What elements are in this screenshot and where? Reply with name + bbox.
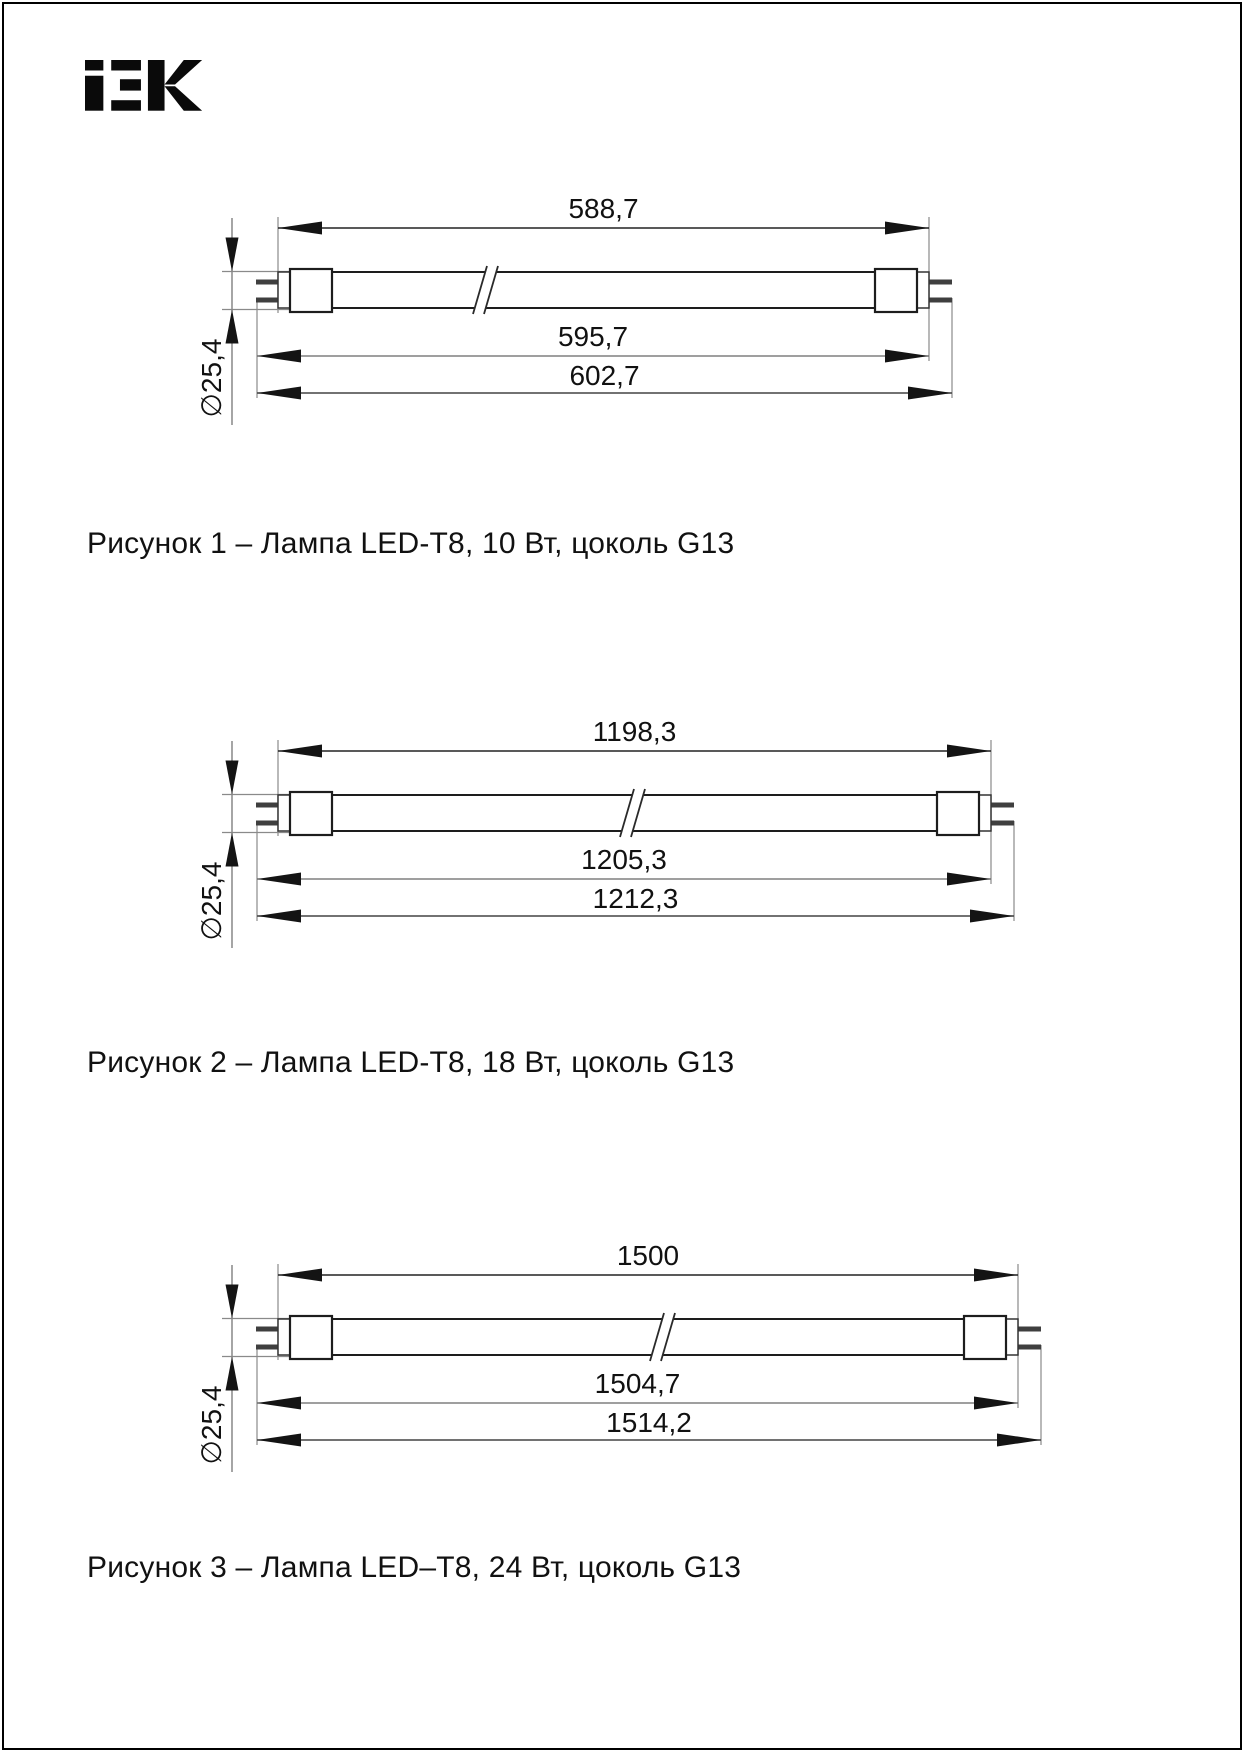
arrowhead-c-right <box>908 387 952 400</box>
break-mark <box>473 266 487 314</box>
arrowhead-c-left <box>257 910 301 923</box>
lamp-pin <box>928 280 952 285</box>
arrowhead-dia-top <box>226 1285 239 1319</box>
logo-i-stem <box>85 76 103 111</box>
lamp-pin <box>256 280 279 285</box>
lamp-cap-left <box>290 1316 332 1359</box>
lamp-pin <box>990 803 1014 808</box>
lamp-pin <box>256 803 279 808</box>
lamp-pin <box>256 821 279 826</box>
lamp-cap-end-left <box>278 1319 290 1355</box>
dim-b-label: 1504,7 <box>594 1368 681 1399</box>
logo-e-bottom-bar <box>111 100 141 110</box>
lamp-cap-end-right <box>917 272 929 308</box>
diameter-label: ∅25,4 <box>196 338 227 418</box>
diameter-label: ∅25,4 <box>196 1385 227 1465</box>
figure-1-drawing <box>0 190 1244 435</box>
arrowhead-b-right <box>885 350 929 363</box>
iek-logo-glyphs <box>85 60 202 111</box>
logo-e-top-bar <box>111 60 141 70</box>
arrowhead-b-left <box>257 873 301 886</box>
arrowhead-dia-bottom <box>226 833 239 867</box>
arrowhead-a-right <box>947 745 991 758</box>
logo-i-dot <box>85 60 103 70</box>
break-mark <box>620 789 634 837</box>
dim-a-label: 1500 <box>616 1240 680 1271</box>
lamp-cap-end-right <box>1006 1319 1018 1355</box>
dim-c-label: 602,7 <box>569 360 640 391</box>
dim-c-label: 1514,2 <box>606 1407 692 1438</box>
arrowhead-dia-bottom <box>226 310 239 344</box>
arrowhead-b-right <box>974 1397 1018 1410</box>
lamp-pin <box>1017 1327 1041 1332</box>
logo-k-lower-arm <box>165 86 203 110</box>
lamp-cap-end-left <box>278 272 290 308</box>
arrowhead-a-right <box>885 222 929 235</box>
arrowhead-c-left <box>257 387 301 400</box>
dim-b-label: 595,7 <box>557 321 629 352</box>
dim-b-label: 1205,3 <box>581 844 667 875</box>
arrowhead-c-right <box>997 1434 1041 1447</box>
break-mark <box>484 266 498 314</box>
lamp-pin <box>256 1345 279 1350</box>
lamp-pin <box>1017 1345 1041 1350</box>
arrowhead-b-left <box>257 1397 301 1410</box>
arrowhead-b-left <box>257 350 301 363</box>
diameter-label: ∅25,4 <box>196 861 227 941</box>
lamp-pin <box>256 298 279 303</box>
arrowhead-c-right <box>970 910 1014 923</box>
arrowhead-dia-top <box>226 761 239 795</box>
figure-2-drawing <box>0 713 1244 958</box>
lamp-cap-right <box>964 1316 1006 1359</box>
arrowhead-a-right <box>974 1269 1018 1282</box>
break-mark <box>650 1313 664 1361</box>
logo-e-mid-bar <box>120 79 141 90</box>
lamp-cap-right <box>875 269 917 312</box>
arrowhead-dia-top <box>226 238 239 272</box>
figure-2-caption: Рисунок 2 – Лампа LED-T8, 18 Вт, цоколь G13 <box>87 1046 735 1079</box>
figure-3-drawing <box>0 1237 1244 1482</box>
dim-a-label: 588,7 <box>568 193 639 224</box>
break-mark <box>661 1313 675 1361</box>
lamp-cap-end-right <box>979 795 991 831</box>
iek-logo <box>85 60 203 115</box>
arrowhead-b-right <box>947 873 991 886</box>
lamp-cap-right <box>937 792 979 835</box>
lamp-pin <box>256 1327 279 1332</box>
arrowhead-a-left <box>278 222 322 235</box>
lamp-cap-end-left <box>278 795 290 831</box>
lamp-cap-left <box>290 269 332 312</box>
dim-c-label: 1212,3 <box>592 883 679 914</box>
break-mark <box>631 789 645 837</box>
arrowhead-dia-bottom <box>226 1357 239 1391</box>
dim-a-label: 1198,3 <box>592 716 677 747</box>
figure-3-caption: Рисунок 3 – Лампа LED–T8, 24 Вт, цоколь G13 <box>87 1551 742 1584</box>
lamp-cap-left <box>290 792 332 835</box>
arrowhead-a-left <box>278 1269 322 1282</box>
arrowhead-a-left <box>278 745 322 758</box>
arrowhead-c-left <box>257 1434 301 1447</box>
lamp-pin <box>928 298 952 303</box>
figure-1-caption: Рисунок 1 – Лампа LED-T8, 10 Вт, цоколь G13 <box>87 527 735 560</box>
logo-k-upper-arm <box>165 60 203 84</box>
lamp-pin <box>990 821 1014 826</box>
logo-k-stem <box>148 60 165 111</box>
